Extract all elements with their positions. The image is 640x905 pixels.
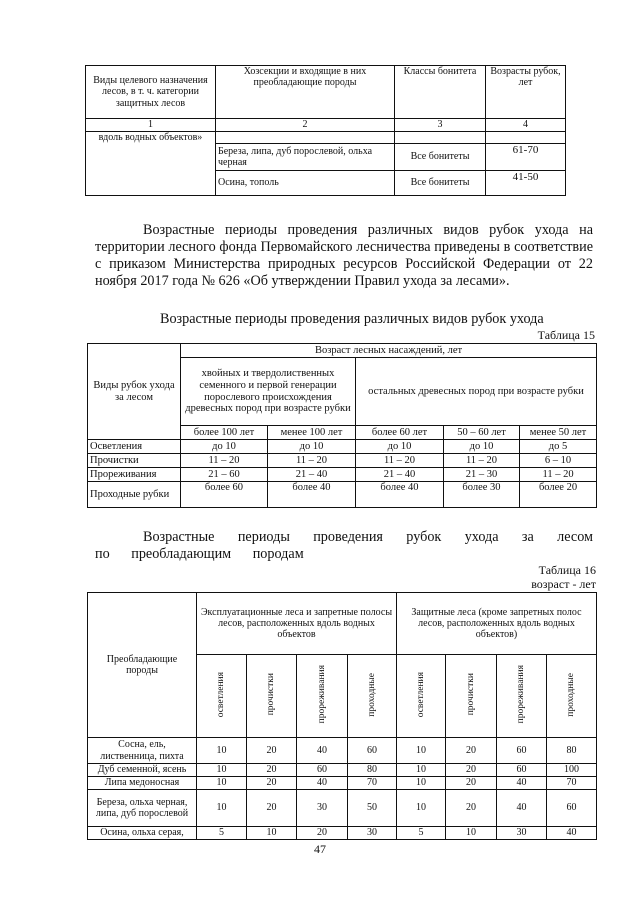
- t3-cell: 20: [247, 777, 297, 790]
- t2-cell: 11 – 20: [181, 454, 268, 468]
- t3-group2: Защитные леса (кроме запретных полос лесов, расположенных вдоль водных объектов): [397, 593, 597, 655]
- t2-cell: до 10: [268, 440, 356, 454]
- t1-category: вдоль водных объектов»: [86, 132, 216, 196]
- t3-subheader: проходные: [566, 672, 577, 717]
- t3-subheader: прореживания: [316, 665, 327, 724]
- t1-ages: 41-50: [486, 171, 566, 196]
- t3-row-name: Осина, ольха серая,: [88, 827, 197, 840]
- t3-cell: 20: [297, 827, 348, 840]
- t2-cell: 21 – 40: [268, 468, 356, 482]
- t3-cell: 40: [297, 738, 348, 764]
- t3-cell: 70: [547, 777, 597, 790]
- t3-cell: 50: [348, 790, 397, 827]
- t3-cell: 40: [497, 777, 547, 790]
- t2-row-header: Виды рубок ухода за лесом: [88, 344, 181, 440]
- t3-cell: 10: [397, 738, 446, 764]
- t3-cell: 10: [197, 738, 247, 764]
- page-number: 47: [314, 842, 326, 856]
- t2-top-header: Возраст лесных насаждений, лет: [181, 344, 597, 358]
- t2-cell: до 10: [356, 440, 444, 454]
- t3-cell: 40: [547, 827, 597, 840]
- t3-cell: 10: [446, 827, 497, 840]
- t3-cell: 10: [197, 764, 247, 777]
- t1-colnum: 4: [486, 119, 566, 132]
- table15-title: Возрастные периоды проведения различных видов рубок ухода: [160, 311, 544, 327]
- table-cutting-periods: [87, 343, 597, 508]
- t3-subheader: осветления: [216, 671, 227, 718]
- t2-cell: до 10: [181, 440, 268, 454]
- t3-cell: 60: [497, 764, 547, 777]
- t2-row-name: Осветления: [88, 440, 181, 454]
- t3-cell: 10: [397, 764, 446, 777]
- t2-cell: более 60: [181, 482, 268, 508]
- t2-subheader: более 100 лет: [181, 426, 268, 440]
- t2-cell: более 30: [444, 482, 520, 508]
- t1-species: Осина, тополь: [216, 171, 395, 196]
- t2-row-name: Прочистки: [88, 454, 181, 468]
- t3-cell: 40: [297, 777, 348, 790]
- t2-subheader: более 60 лет: [356, 426, 444, 440]
- t2-cell: 11 – 20: [356, 454, 444, 468]
- t3-cell: 20: [446, 738, 497, 764]
- t1-header-species: Хозсекции и входящие в них преобладающие породы: [216, 66, 395, 119]
- table16-unit: возраст - лет: [531, 577, 596, 591]
- t2-cell: до 5: [520, 440, 597, 454]
- t1-ages: 61-70: [486, 144, 566, 171]
- t3-cell: 20: [247, 764, 297, 777]
- paragraph-species-periods: Возрастные периоды проведения рубок ухода за лесом по преобладающим породам: [95, 529, 593, 562]
- t1-species: Береза, липа, дуб порослевой, ольха черная: [216, 144, 395, 171]
- t2-subheader: менее 50 лет: [520, 426, 597, 440]
- table-cutting-ages: [85, 65, 566, 196]
- t2-cell: 21 – 30: [444, 468, 520, 482]
- t2-row-name: Проходные рубки: [88, 482, 181, 508]
- t3-cell: 60: [297, 764, 348, 777]
- t2-cell: 11 – 20: [268, 454, 356, 468]
- t1-header-bonitet: Классы бонитета: [395, 66, 486, 119]
- t3-row-name: Липа медоносная: [88, 777, 197, 790]
- t3-cell: 10: [397, 777, 446, 790]
- t1-header-ages: Возрасты рубок, лет: [486, 66, 566, 119]
- t3-cell: 10: [247, 827, 297, 840]
- t2-cell: более 20: [520, 482, 597, 508]
- t3-row-name: Дуб семенной, ясень: [88, 764, 197, 777]
- t3-cell: 20: [446, 790, 497, 827]
- t3-cell: 40: [497, 790, 547, 827]
- paragraph-intro: Возрастные периоды проведения различных видов рубок ухода на территории лесного фонда Первомайского лесничества приведены в соответствие с приказом Министерства природных ресурсов Российской Федерации от 22 ноября 2017 года № 626 «Об утверждении Правил ухода за лесами».: [95, 222, 593, 289]
- t3-cell: 30: [348, 827, 397, 840]
- t3-subheader: проходные: [366, 672, 377, 717]
- t3-cell: 10: [397, 790, 446, 827]
- t3-subheader: прореживания: [516, 665, 527, 724]
- t3-cell: 20: [247, 738, 297, 764]
- t2-cell: более 40: [268, 482, 356, 508]
- t2-cell: 21 – 60: [181, 468, 268, 482]
- t1-colnum: 1: [86, 119, 216, 132]
- t3-subheader: прочистки: [266, 673, 277, 716]
- t2-group2: остальных древесных пород при возрасте рубки: [356, 358, 597, 426]
- t2-cell: 21 – 40: [356, 468, 444, 482]
- t3-row-header: Преобладающие породы: [88, 593, 197, 738]
- t2-cell: более 40: [356, 482, 444, 508]
- t1-bonitet: Все бонитеты: [395, 171, 486, 196]
- t2-subheader: менее 100 лет: [268, 426, 356, 440]
- t3-cell: 60: [348, 738, 397, 764]
- t2-cell: до 10: [444, 440, 520, 454]
- t3-cell: 5: [197, 827, 247, 840]
- table-species-periods: [87, 592, 597, 840]
- t3-group1: Эксплуатационные леса и запретные полосы лесов, расположенных вдоль водных объектов: [197, 593, 397, 655]
- t2-row-name: Прореживания: [88, 468, 181, 482]
- t2-cell: 11 – 20: [520, 468, 597, 482]
- t2-subheader: 50 – 60 лет: [444, 426, 520, 440]
- t3-cell: 20: [446, 777, 497, 790]
- t3-cell: 80: [547, 738, 597, 764]
- t3-cell: 80: [348, 764, 397, 777]
- t3-cell: 30: [497, 827, 547, 840]
- t1-colnum: 2: [216, 119, 395, 132]
- t2-group1: хвойных и твердолиственных семенного и первой генерации порослевого происхождения древесных пород при возрасте рубки: [181, 358, 356, 426]
- t3-row-name: Береза, ольха черная, липа, дуб порослевой: [88, 790, 197, 827]
- t2-cell: 6 – 10: [520, 454, 597, 468]
- t3-cell: 5: [397, 827, 446, 840]
- t3-subheader: осветления: [415, 671, 426, 718]
- t1-colnum: 3: [395, 119, 486, 132]
- t3-cell: 70: [348, 777, 397, 790]
- t3-cell: 60: [547, 790, 597, 827]
- t3-cell: 100: [547, 764, 597, 777]
- t3-cell: 60: [497, 738, 547, 764]
- table15-label: Таблица 15: [537, 328, 595, 342]
- table16-label: Таблица 16: [538, 563, 596, 577]
- t3-row-name: Сосна, ель, лиственница, пихта: [88, 738, 197, 764]
- t3-cell: 10: [197, 777, 247, 790]
- t3-cell: 10: [197, 790, 247, 827]
- t1-header-purpose: Виды целевого назначения лесов, в т. ч. категории защитных лесов: [86, 66, 216, 119]
- t2-cell: 11 – 20: [444, 454, 520, 468]
- t3-cell: 30: [297, 790, 348, 827]
- t1-bonitet: Все бонитеты: [395, 144, 486, 171]
- t3-subheader: прочистки: [465, 673, 476, 716]
- t3-cell: 20: [446, 764, 497, 777]
- t3-cell: 20: [247, 790, 297, 827]
